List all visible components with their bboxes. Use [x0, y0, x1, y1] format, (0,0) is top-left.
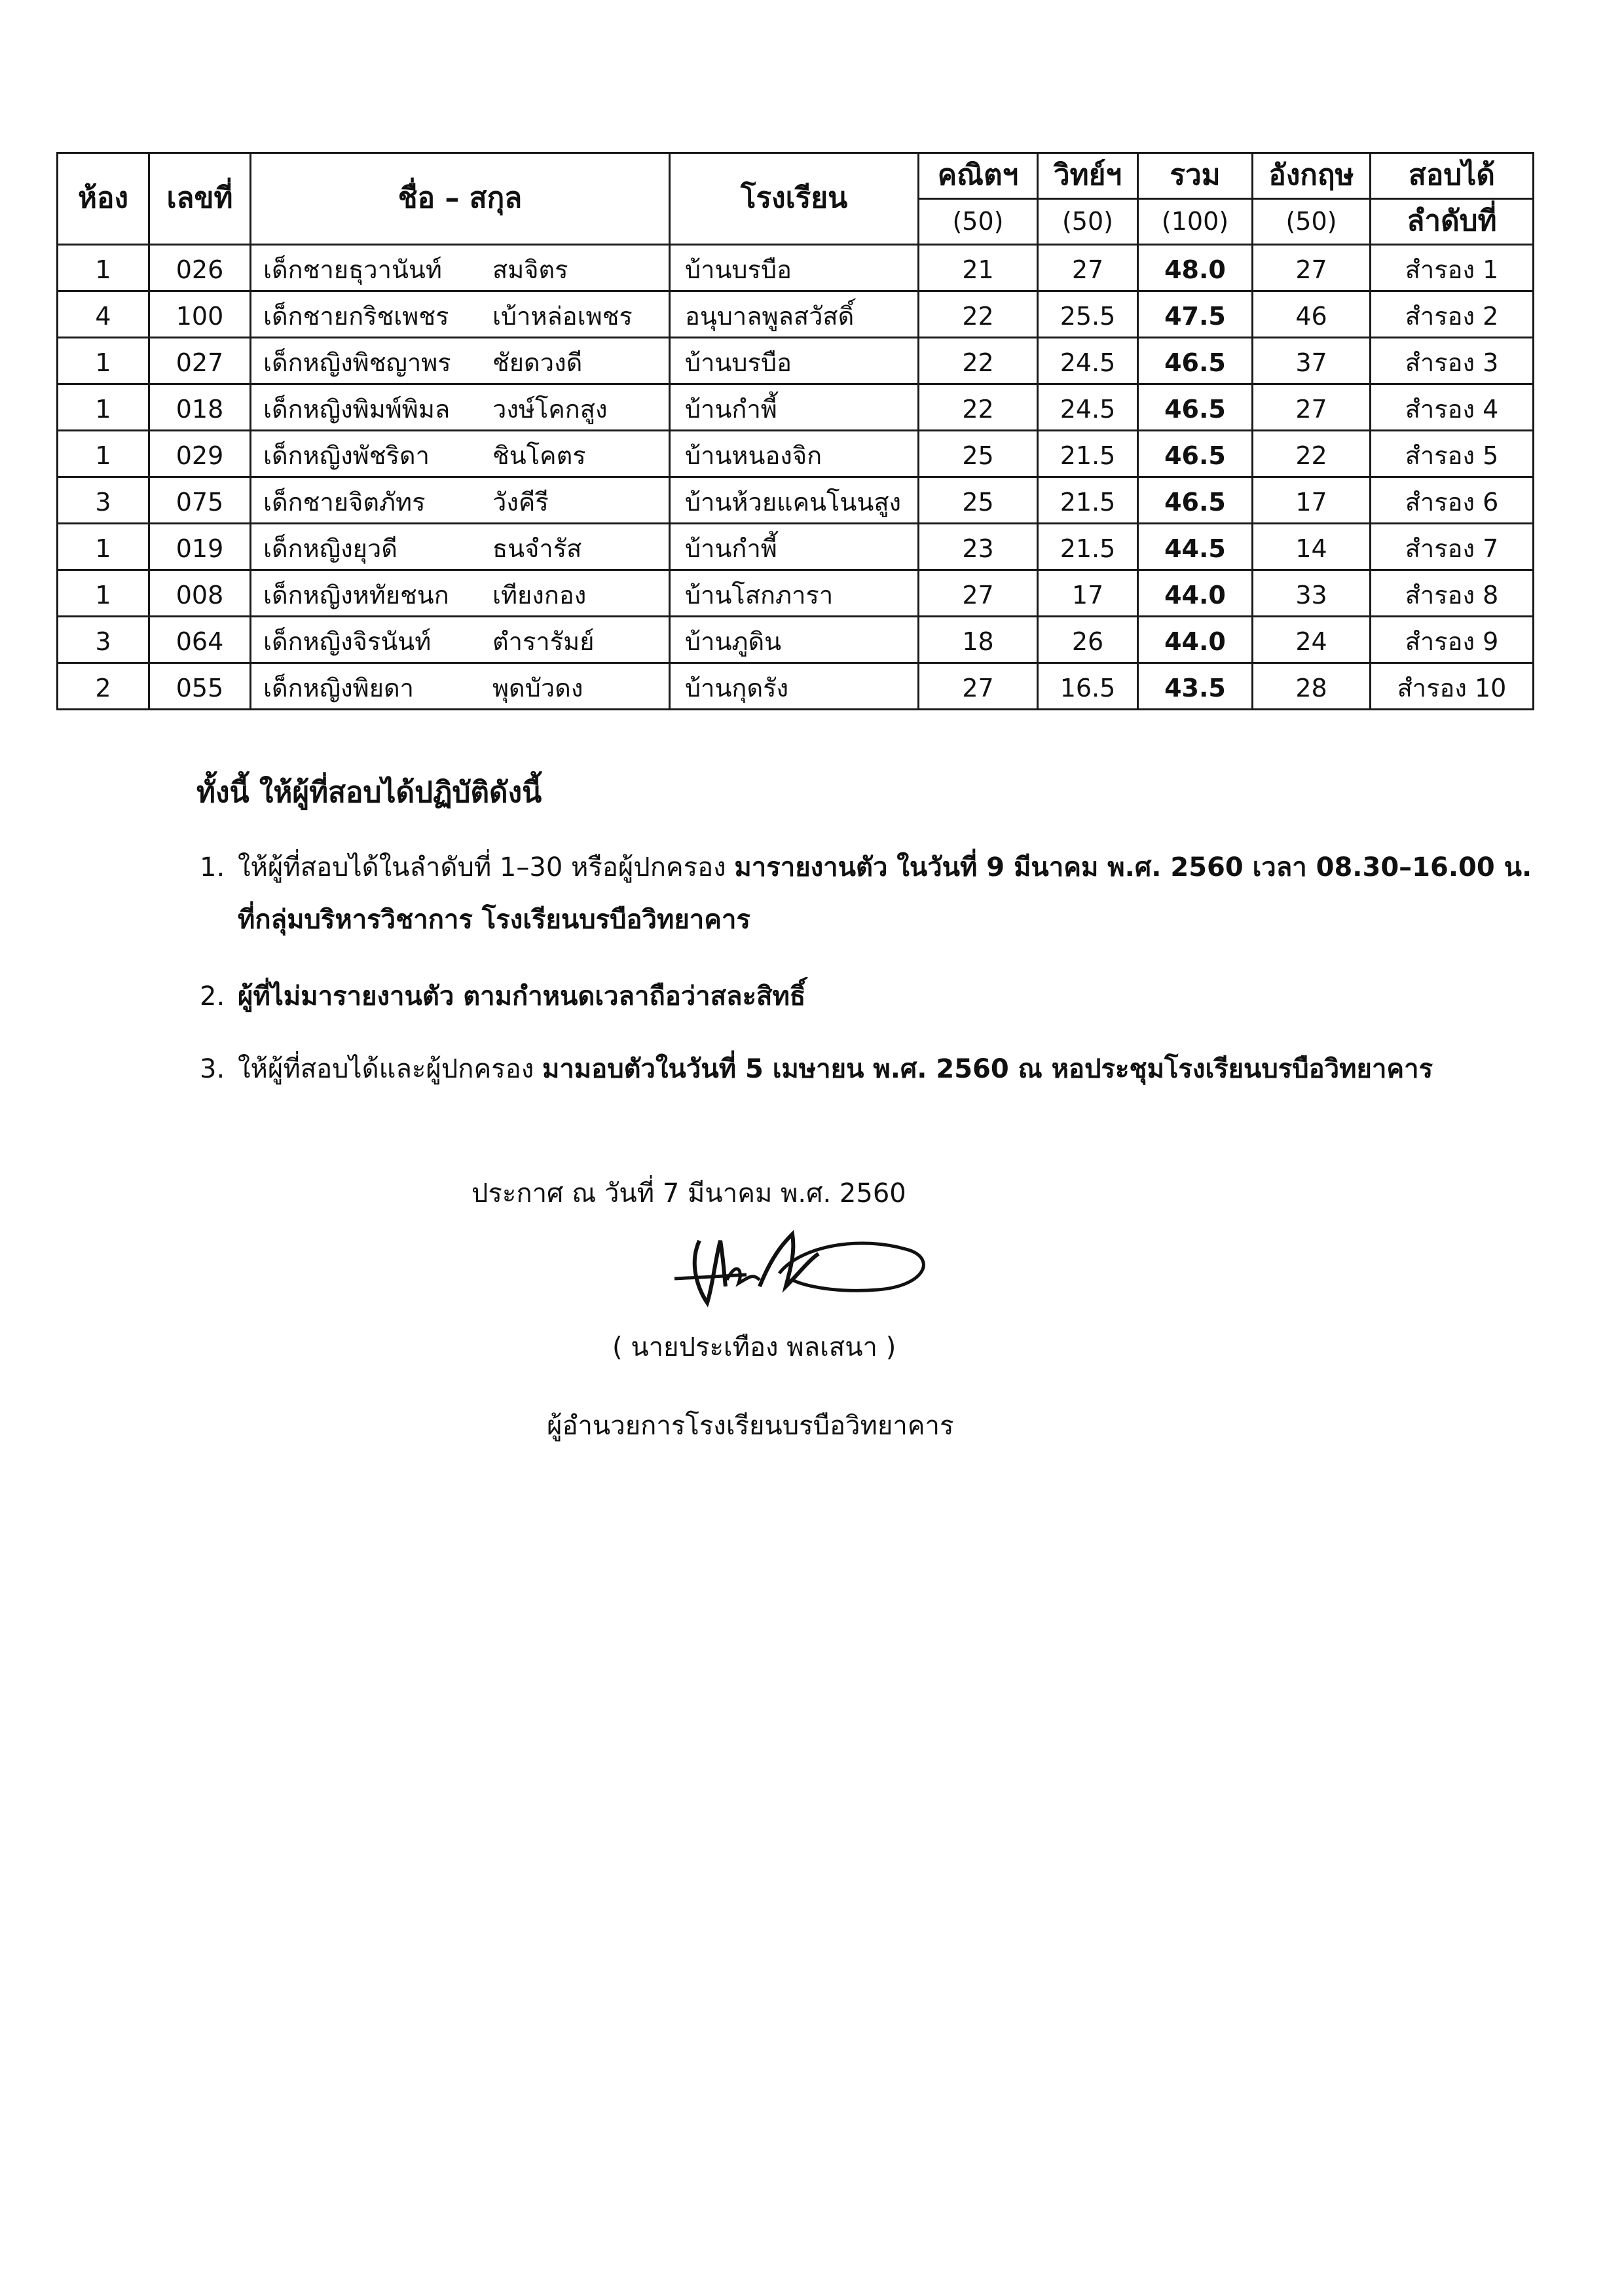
header-math: คณิตฯ: [919, 153, 1038, 199]
cell-math: 25: [919, 477, 1038, 524]
cell-science: 24.5: [1038, 384, 1138, 431]
last-name: วังคีรี: [492, 488, 549, 517]
header-math-max: (50): [919, 199, 1038, 245]
cell-english: 33: [1253, 570, 1371, 617]
cell-number: 075: [149, 477, 251, 524]
table-row: [58, 245, 1534, 291]
cell-math: 22: [919, 384, 1038, 431]
signature-image: [661, 1214, 936, 1313]
last-name: ชัยดวงดี: [492, 348, 583, 378]
cell-total: 44.5: [1138, 524, 1253, 570]
cell-science: 16.5: [1038, 663, 1138, 710]
cell-rank: สำรอง 2: [1371, 291, 1534, 338]
cell-science: 17: [1038, 570, 1138, 617]
cell-school: บ้านบรบือ: [670, 338, 919, 384]
table-row: [58, 524, 1534, 570]
cell-science: 21.5: [1038, 524, 1138, 570]
cell-room: 1: [58, 338, 149, 384]
cell-room: 3: [58, 617, 149, 663]
table-row: [58, 431, 1534, 477]
cell-rank: สำรอง 6: [1371, 477, 1534, 524]
last-name: พุดบัวดง: [492, 674, 583, 703]
table-row: [58, 570, 1534, 617]
cell-name: [251, 338, 670, 384]
note-item-1-line2: ที่กลุ่มบริหารวิชาการ โรงเรียนบรบือวิทยาคาร: [238, 905, 750, 935]
cell-rank: สำรอง 8: [1371, 570, 1534, 617]
table-row: [58, 663, 1534, 710]
cell-science: 21.5: [1038, 477, 1138, 524]
last-name: ธนจำรัส: [492, 534, 582, 564]
cell-room: 1: [58, 570, 149, 617]
cell-number: 027: [149, 338, 251, 384]
table-row: [58, 291, 1534, 338]
cell-rank: สำรอง 1: [1371, 245, 1534, 291]
note-item-3: [200, 1043, 1575, 1095]
cell-rank: สำรอง 9: [1371, 617, 1534, 663]
cell-school: บ้านห้วยแคนโนนสูง: [670, 477, 919, 524]
cell-number: 026: [149, 245, 251, 291]
first-name: เด็กหญิงพิมพ์พิมล: [263, 395, 451, 424]
cell-room: 3: [58, 477, 149, 524]
last-name: สมจิตร: [492, 255, 568, 285]
header-english: อังกฤษ: [1253, 153, 1371, 199]
table-row: [58, 617, 1534, 663]
first-name: เด็กชายจิตภัทร: [263, 488, 426, 517]
note-number: 3.: [200, 1054, 225, 1084]
cell-math: 18: [919, 617, 1038, 663]
cell-rank: สำรอง 3: [1371, 338, 1534, 384]
header-science: วิทย์ฯ: [1038, 153, 1138, 199]
cell-number: 064: [149, 617, 251, 663]
header-rank-line2: ลำดับที่: [1371, 199, 1534, 245]
cell-math: 22: [919, 338, 1038, 384]
note-number: 1.: [200, 852, 225, 883]
note-plain-text: ให้ผู้ที่สอบได้และผู้ปกครอง: [238, 1054, 542, 1084]
first-name: เด็กหญิงจิรนันท์: [263, 627, 432, 657]
cell-science: 26: [1038, 617, 1138, 663]
cell-math: 23: [919, 524, 1038, 570]
cell-name: [251, 663, 670, 710]
note-plain-text: ให้ผู้ที่สอบได้ในลำดับที่ 1–30 หรือผู้ปกครอง: [238, 852, 735, 883]
header-total-max: (100): [1138, 199, 1253, 245]
cell-room: 1: [58, 524, 149, 570]
cell-number: 055: [149, 663, 251, 710]
header-room: ห้อง: [58, 153, 149, 245]
cell-number: 019: [149, 524, 251, 570]
header-number: เลขที่: [149, 153, 251, 245]
notes-heading: ทั้งนี้ ให้ผู้ที่สอบได้ปฏิบัติดังนี้: [196, 776, 542, 809]
last-name: ชินโคตร: [492, 441, 586, 471]
cell-math: 21: [919, 245, 1038, 291]
signer-name: ( นายประเทือง พลเสนา ): [612, 1332, 896, 1362]
cell-math: 25: [919, 431, 1038, 477]
last-name: เบ้าหล่อเพชร: [492, 302, 633, 331]
note-bold-text: มามอบตัวในวันที่ 5 เมษายน พ.ศ. 2560 ณ หอประชุมโรงเรียนบรบือวิทยาคาร: [542, 1054, 1433, 1084]
cell-number: 029: [149, 431, 251, 477]
cell-school: บ้านบรบือ: [670, 245, 919, 291]
note-bold-text: มารายงานตัว ในวันที่ 9 มีนาคม พ.ศ. 2560 เวลา 08.30–16.00 น.: [734, 852, 1532, 883]
cell-school: บ้านกำพี้: [670, 384, 919, 431]
note-number: 2.: [200, 981, 225, 1011]
cell-name: [251, 477, 670, 524]
table-row: [58, 338, 1534, 384]
cell-school: บ้านภูดิน: [670, 617, 919, 663]
results-table: [56, 152, 1534, 710]
cell-school: บ้านโสกภารา: [670, 570, 919, 617]
cell-science: 21.5: [1038, 431, 1138, 477]
cell-rank: สำรอง 7: [1371, 524, 1534, 570]
cell-room: 4: [58, 291, 149, 338]
header-science-max: (50): [1038, 199, 1138, 245]
announcement-date: ประกาศ ณ วันที่ 7 มีนาคม พ.ศ. 2560: [471, 1178, 906, 1209]
cell-english: 17: [1253, 477, 1371, 524]
cell-name: [251, 291, 670, 338]
note-item-1-line1: [200, 841, 1575, 894]
cell-name: [251, 245, 670, 291]
cell-english: 27: [1253, 384, 1371, 431]
cell-room: 1: [58, 245, 149, 291]
cell-science: 27: [1038, 245, 1138, 291]
cell-rank: สำรอง 10: [1371, 663, 1534, 710]
cell-english: 28: [1253, 663, 1371, 710]
cell-school: บ้านกำพี้: [670, 524, 919, 570]
first-name: เด็กหญิงหทัยชนก: [263, 581, 449, 610]
first-name: เด็กหญิงพัชริดา: [263, 441, 430, 471]
header-school: โรงเรียน: [670, 153, 919, 245]
cell-total: 46.5: [1138, 384, 1253, 431]
header-total: รวม: [1138, 153, 1253, 199]
cell-total: 47.5: [1138, 291, 1253, 338]
cell-name: [251, 570, 670, 617]
note-bold-text: ผู้ที่ไม่มารายงานตัว ตามกำหนดเวลาถือว่าสละสิทธิ์: [238, 981, 806, 1011]
cell-science: 24.5: [1038, 338, 1138, 384]
cell-total: 46.5: [1138, 338, 1253, 384]
cell-school: อนุบาลพูลสวัสดิ์: [670, 291, 919, 338]
cell-rank: สำรอง 4: [1371, 384, 1534, 431]
last-name: ตำรารัมย์: [492, 627, 595, 657]
table-row: [58, 384, 1534, 431]
cell-room: 1: [58, 384, 149, 431]
cell-english: 14: [1253, 524, 1371, 570]
signer-title: ผู้อำนวยการโรงเรียนบรบือวิทยาคาร: [547, 1411, 954, 1441]
cell-total: 43.5: [1138, 663, 1253, 710]
cell-name: [251, 384, 670, 431]
cell-room: 2: [58, 663, 149, 710]
header-name: ชื่อ – สกุล: [251, 153, 670, 245]
cell-english: 24: [1253, 617, 1371, 663]
last-name: วงษ์โคกสูง: [492, 395, 608, 424]
cell-total: 44.0: [1138, 570, 1253, 617]
note-item-1: [200, 841, 1575, 946]
first-name: เด็กชายธุวานันท์: [263, 255, 442, 285]
header-english-max: (50): [1253, 199, 1371, 245]
cell-science: 25.5: [1038, 291, 1138, 338]
table-row: [58, 477, 1534, 524]
cell-name: [251, 524, 670, 570]
cell-total: 46.5: [1138, 431, 1253, 477]
first-name: เด็กชายกริชเพชร: [263, 302, 449, 331]
cell-school: บ้านกุดรัง: [670, 663, 919, 710]
cell-number: 100: [149, 291, 251, 338]
cell-rank: สำรอง 5: [1371, 431, 1534, 477]
cell-math: 22: [919, 291, 1038, 338]
cell-name: [251, 431, 670, 477]
first-name: เด็กหญิงยุวดี: [263, 534, 397, 564]
first-name: เด็กหญิงพิชญาพร: [263, 348, 451, 378]
cell-number: 008: [149, 570, 251, 617]
cell-school: บ้านหนองจิก: [670, 431, 919, 477]
cell-total: 44.0: [1138, 617, 1253, 663]
cell-total: 48.0: [1138, 245, 1253, 291]
cell-english: 46: [1253, 291, 1371, 338]
last-name: เทียงกอง: [492, 581, 587, 610]
cell-number: 018: [149, 384, 251, 431]
cell-math: 27: [919, 663, 1038, 710]
note-item-2: [200, 970, 1575, 1023]
cell-math: 27: [919, 570, 1038, 617]
header-rank-line1: สอบได้: [1371, 153, 1534, 199]
cell-name: [251, 617, 670, 663]
cell-total: 46.5: [1138, 477, 1253, 524]
cell-english: 37: [1253, 338, 1371, 384]
cell-english: 22: [1253, 431, 1371, 477]
cell-english: 27: [1253, 245, 1371, 291]
cell-room: 1: [58, 431, 149, 477]
first-name: เด็กหญิงพิยดา: [263, 674, 414, 703]
